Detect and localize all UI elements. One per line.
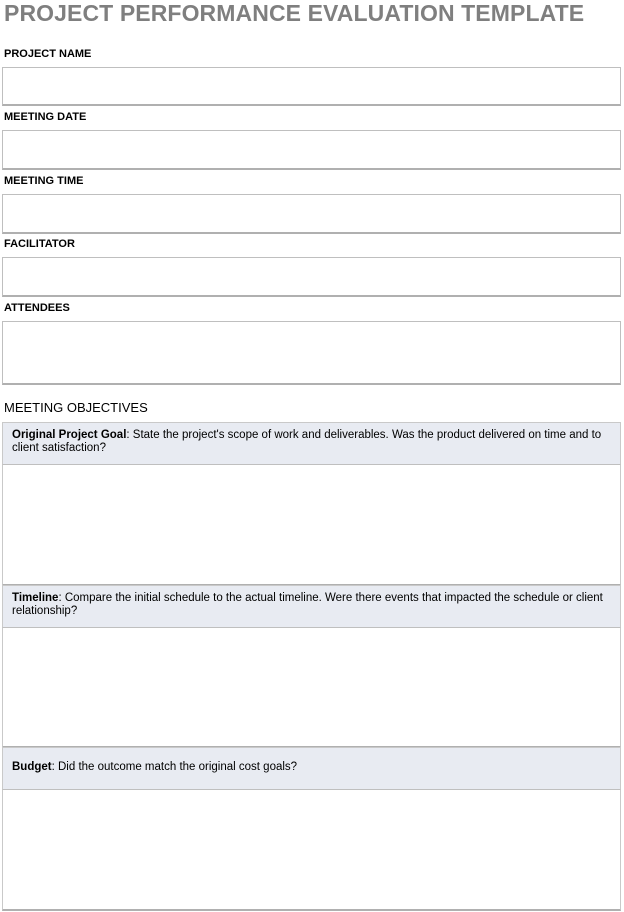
page-title: PROJECT PERFORMANCE EVALUATION TEMPLATE	[4, 0, 585, 26]
attendees-field[interactable]	[2, 321, 621, 385]
facilitator-field[interactable]	[2, 257, 621, 297]
budget-question-text: : Did the outcome match the original cost goals?	[51, 761, 298, 773]
meeting-time-field[interactable]	[2, 194, 621, 234]
budget-question	[2, 747, 621, 790]
timeline-question	[2, 585, 621, 628]
meeting-date-field[interactable]	[2, 130, 621, 170]
timeline-answer-area[interactable]	[2, 628, 621, 748]
attendees-label: ATTENDEES	[4, 302, 70, 314]
project-name-field[interactable]	[2, 67, 621, 106]
meeting-date-label: MEETING DATE	[4, 111, 87, 123]
facilitator-label: FACILITATOR	[4, 238, 75, 250]
goal-question	[2, 422, 621, 465]
budget-question-label: Budget	[12, 761, 52, 773]
meeting-objectives-heading: MEETING OBJECTIVES	[4, 400, 148, 415]
goal-question-text: : State the project's scope of work and deliverables. Was the product delivered on time and to client satisfaction?	[12, 429, 602, 454]
budget-answer-area[interactable]	[2, 790, 621, 911]
timeline-question-text: : Compare the initial schedule to the actual timeline. Were there events that impacted the schedule or client relationship?	[12, 592, 603, 617]
goal-question-label: Original Project Goal	[12, 429, 127, 441]
goal-answer-area[interactable]	[2, 465, 621, 586]
timeline-question-label: Timeline	[12, 592, 59, 604]
project-name-label: PROJECT NAME	[4, 48, 92, 60]
meeting-time-label: MEETING TIME	[4, 175, 84, 187]
